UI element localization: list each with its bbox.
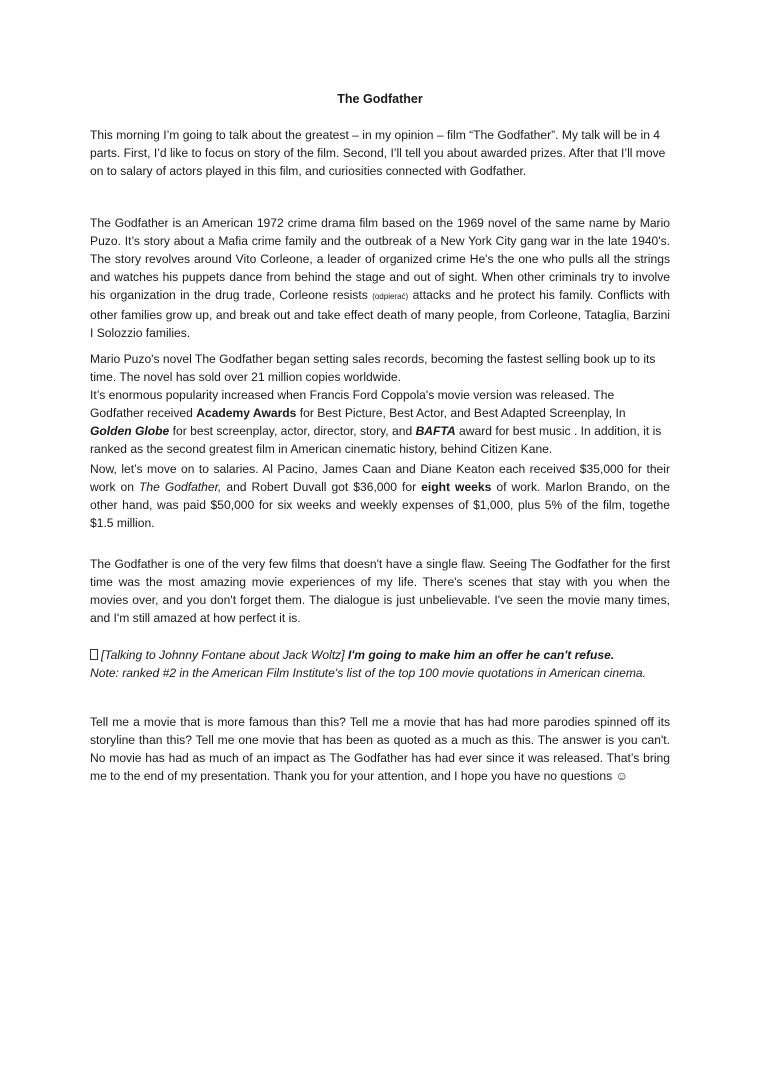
story-text-b: attacks and he protect his family. Conflicts with other families grow up, and break out and take effect death of many people, from Corleone, Tataglia, Barzini I Solozzio families. [90,288,670,340]
salaries-text-a: Now, let’s move on to salaries. Al Pacino, James Caan and Diane Keaton each received $35,000 for their work on [90,462,670,494]
closing-paragraph: Tell me a movie that is more famous than this? Tell me a movie that has had more parodies spinned off its storyline than this? Tell me one movie that has been as quoted as a much as this. The answer is you can't. No movie has had as much of an impact as The Godfather has had ever since it was released. That’s bring me to the end of my presentation. Thank you for your attention, and I hope you have no questions ☺ [90,715,670,783]
story-text-a: The Godfather is an American 1972 crime drama film based on the 1969 novel of the same name by Mario Puzo. It’s story about a Mafia crime family and the outbreak of a New York City gang war in the late 1940's. The story revolves around Vito Corleone, a leader of organized crime He's the one who pulls all the strings and watches his puppets dance from behind the stage and out of sight. When other criminals try to involve his organization in the drug trade, Corleone resists [90,216,670,302]
bafta-text: BAFTA [415,424,456,438]
quote-note: Note: ranked #2 in the American Film Institute's list of the top 100 movie quotations in American cinema. [90,666,646,680]
opinion-paragraph: The Godfather is one of the very few films that doesn't have a single flaw. Seeing The Godfather for the first time was the most amazing movie experiences of my life. There's scenes that stay with you when the movies over, and you don't forget them. The dialogue is just unbelievable. I've seen the movie many times, and I'm still amazed at how perfect it is. [90,557,670,625]
academy-awards-text: Academy Awards [196,406,297,420]
bullet-icon [90,649,98,660]
story-paragraph [90,214,670,342]
salaries-film-title: The Godfather, [139,480,222,494]
story-translation-note: (odpierać) [372,292,409,301]
quote-context: [Talking to Johnny Fontane about Jack Woltz] [101,648,345,662]
quote-line: I'm going to make him an offer he can't refuse. [347,648,615,662]
intro-paragraph: This morning I’m going to talk about the greatest – in my opinion – film “The Godfather”. My talk will be in 4 parts. First, I’d like to focus on story of the film. Second, I’ll tell you about awarded prizes. After that I’ll move on to salary of actors played in this film, and curiosities connected with Godfather. [90,128,666,178]
awards-paragraph [90,350,670,458]
salaries-text-b: and Robert Duvall got $36,000 for [226,480,417,494]
salaries-paragraph [90,460,670,532]
awards-text-b: for Best Picture, Best Actor, and Best Adapted Screenplay, In [299,406,626,420]
awards-sales-text: Mario Puzo's novel The Godfather began setting sales records, becoming the fastest selling book up to its time. The novel has sold over 21 million copies worldwide. [90,352,656,384]
salaries-eight-weeks: eight weeks [421,480,492,494]
awards-text-d: award for best music . In addition, it is ranked as the second greatest film in American cinematic history, behind Citizen Kane. [90,424,662,456]
golden-globe-text: Golden Globe [90,424,170,438]
document-title: The Godfather [337,92,423,106]
quote-paragraph [90,646,670,682]
awards-text-c: for best screenplay, actor, director, story, and [172,424,413,438]
salaries-text-c: of work. Marlon Brando, on the other hand, was paid $50,000 for six weeks and weekly expenses of $1,000, plus 5% of the film, togethe $1.5 million. [90,480,670,530]
awards-text-a: It’s enormous popularity increased when Francis Ford Coppola's movie version was released. The Godfather received [90,388,615,420]
